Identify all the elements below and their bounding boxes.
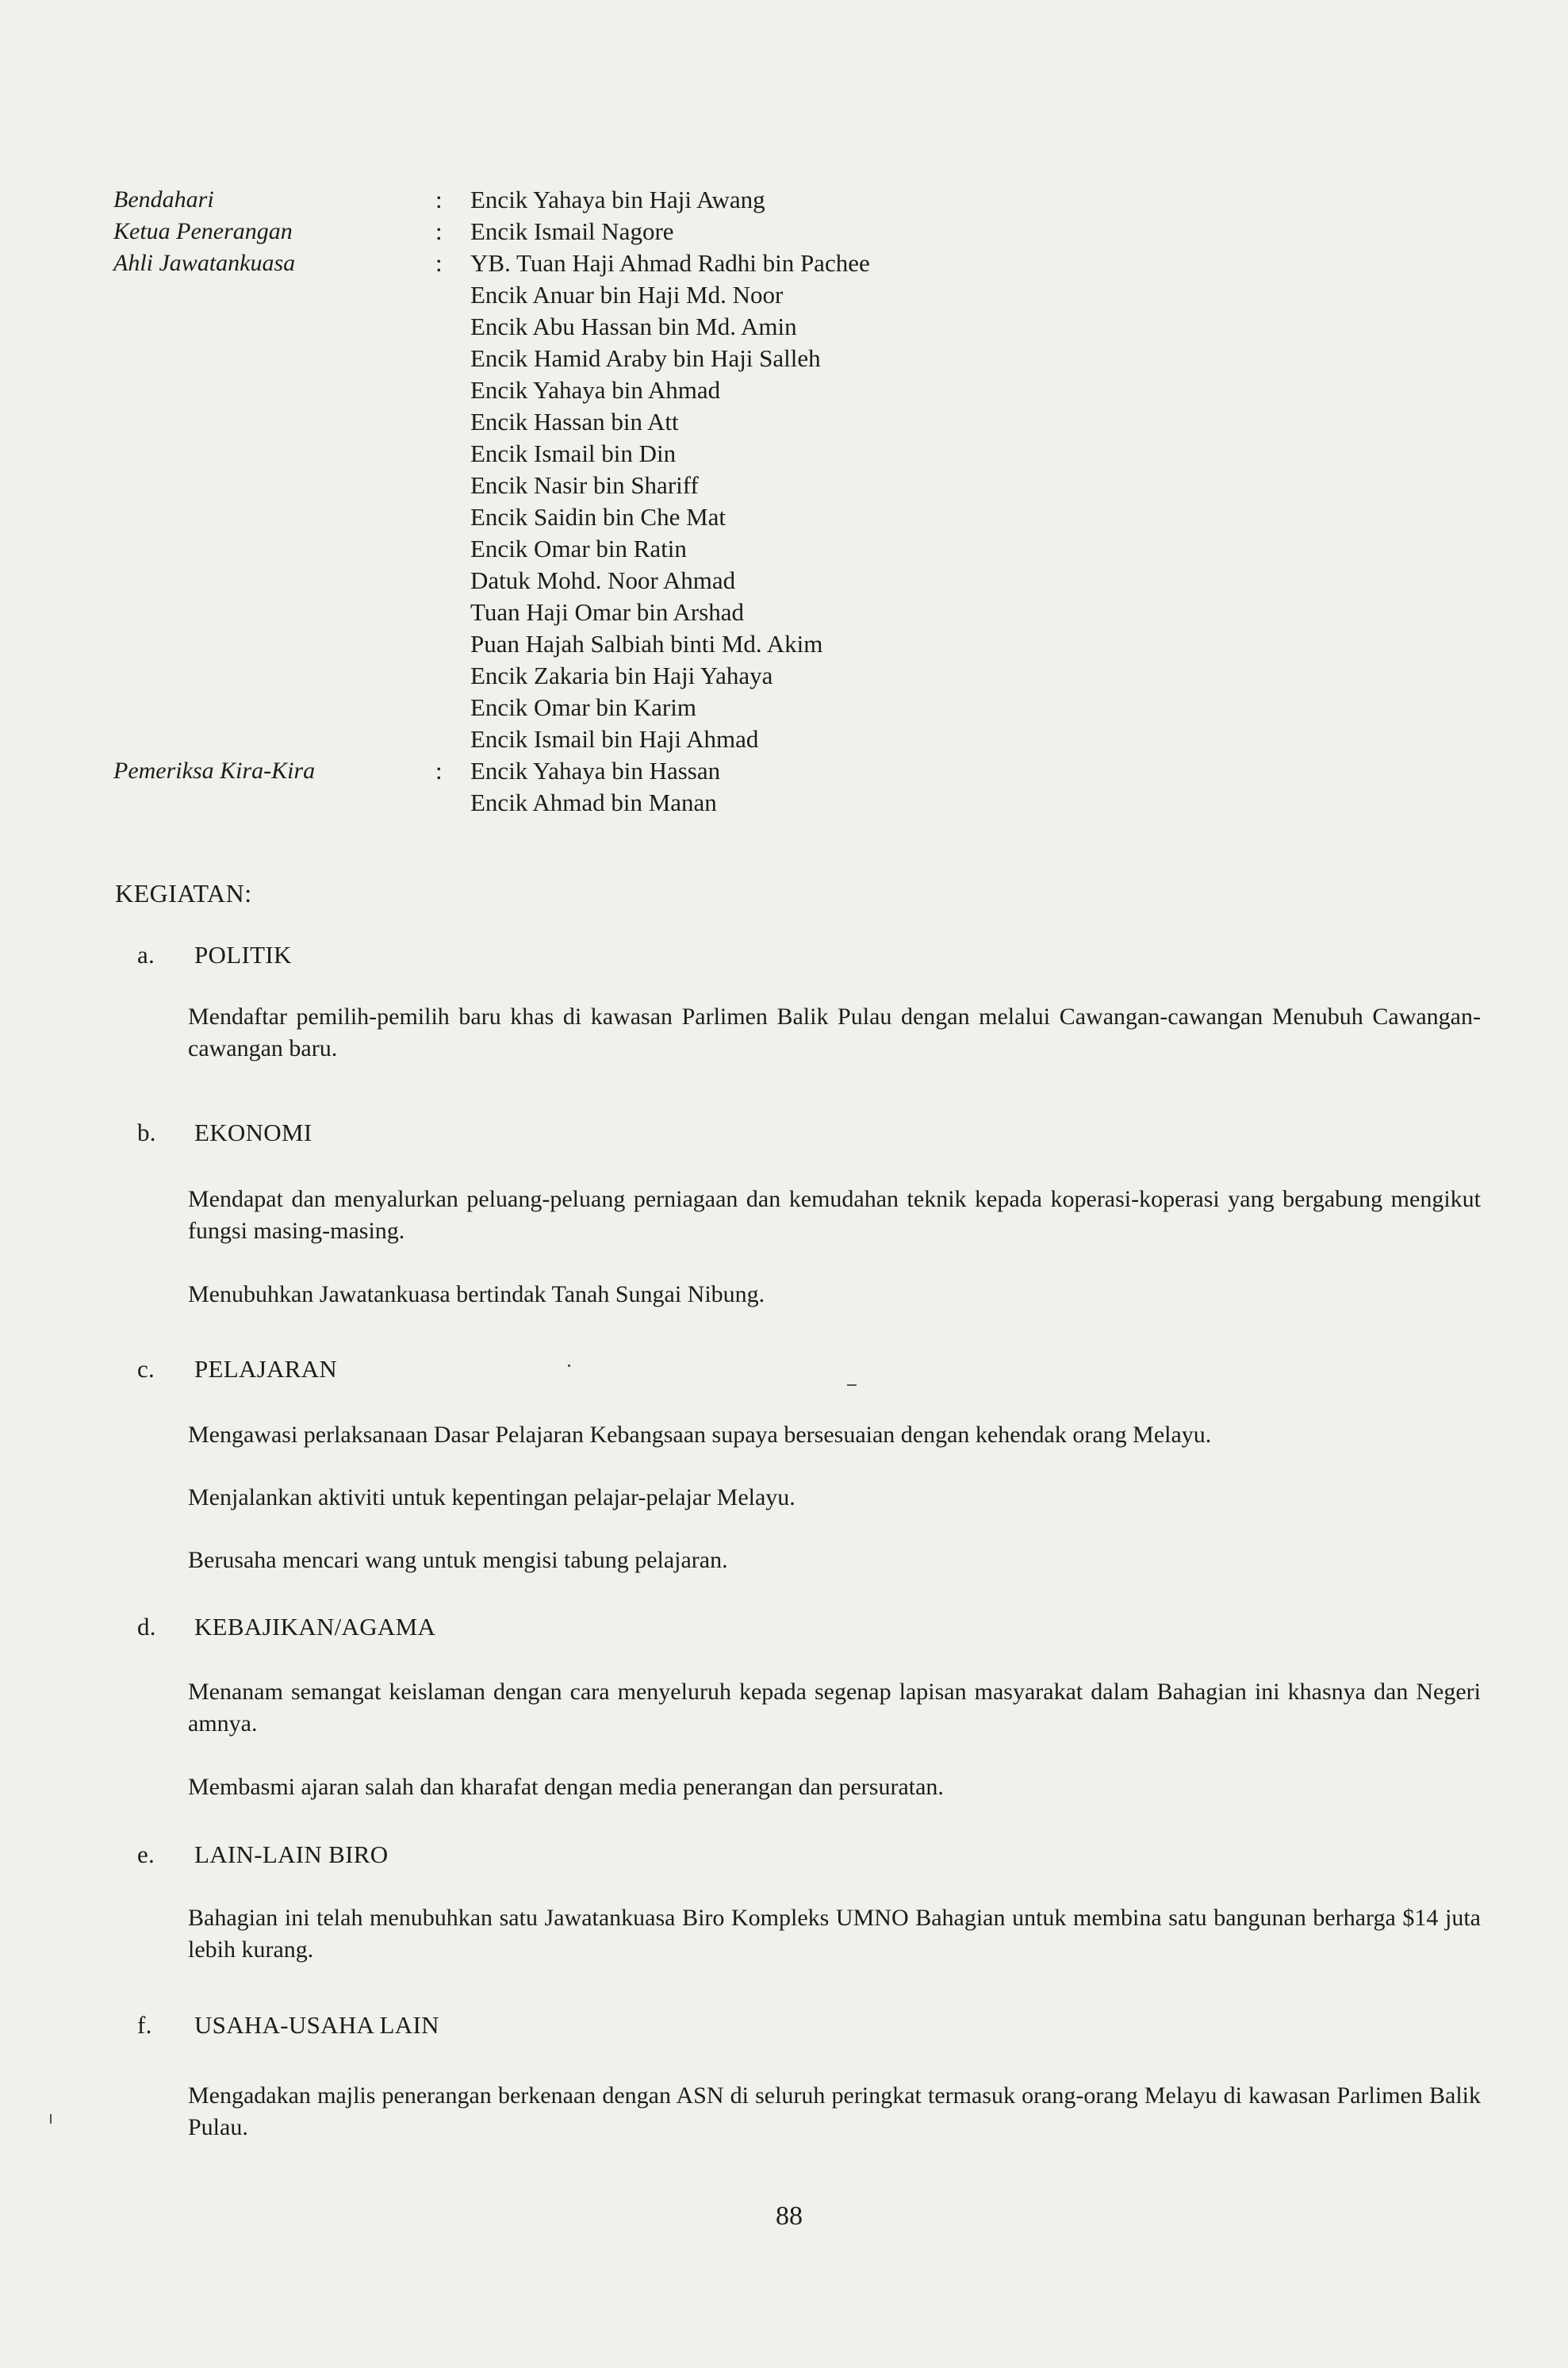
colon: : (435, 186, 443, 213)
committee-name: Datuk Mohd. Noor Ahmad (470, 566, 736, 594)
section-letter: b. (137, 1119, 156, 1146)
committee-name: Encik Omar bin Ratin (470, 535, 687, 562)
paragraph: Mengadakan majlis penerangan berkenaan dengan ASN di seluruh peringkat termasuk orang-orang Melayu di kawasan Parlimen Balik Pulau. (188, 2082, 1481, 2140)
section-letter: c. (137, 1355, 155, 1383)
committee-row (113, 692, 1303, 723)
committee-row (113, 311, 1303, 343)
committee-name: Encik Nasir bin Shariff (470, 471, 699, 499)
section-title: USAHA-USAHA LAIN (194, 2011, 439, 2039)
paragraph: Mengawasi perlaksanaan Dasar Pelajaran Kebangsaan supaya bersesuaian dengan kehendak orang Melayu. (188, 1422, 1212, 1448)
paragraph: Bahagian ini telah menubuhkan satu Jawatankuasa Biro Kompleks UMNO Bahagian untuk membina satu bangunan berharga $14 juta lebih kurang. (188, 1905, 1481, 1963)
section-title: PELAJARAN (194, 1355, 338, 1383)
paragraph: Berusaha mencari wang untuk mengisi tabung pelajaran. (188, 1547, 728, 1573)
committee-name: Encik Yahaya bin Hassan (470, 757, 721, 785)
section-letter: e. (137, 1840, 155, 1868)
committee-name: Encik Ismail Nagore (470, 217, 674, 245)
paragraph: Membasmi ajaran salah dan kharafat dengan media penerangan dan persuratan. (188, 1774, 944, 1800)
section-title: POLITIK (194, 941, 292, 969)
colon: : (435, 217, 443, 245)
section-title: KEBAJIKAN/AGAMA (194, 1613, 436, 1641)
committee-row (113, 501, 1303, 533)
committee-name: Encik Ismail bin Haji Ahmad (470, 725, 759, 753)
section-title-ekonomi (115, 1119, 312, 1147)
committee-row (113, 723, 1303, 755)
committee-row (113, 597, 1303, 628)
committee-row (113, 755, 1303, 787)
section-title-pelajaran (115, 1355, 337, 1384)
section-title-lain-lain-biro (115, 1840, 388, 1869)
committee-name: Encik Hassan bin Att (470, 408, 679, 436)
committee-row (113, 184, 1303, 216)
committee-row (113, 438, 1303, 470)
committee-role: Ahli Jawatankuasa (113, 250, 296, 276)
committee-role: Bendahari (113, 186, 214, 213)
committee-list (113, 184, 1303, 819)
committee-name: Encik Ismail bin Din (470, 439, 677, 467)
paragraph: Mendapat dan menyalurkan peluang-peluang perniagaan dan kemudahan teknik kepada koperasi-koperasi yang bergabung mengikut fungsi masing-masing. (188, 1186, 1481, 1244)
committee-row (113, 343, 1303, 374)
page-number: 88 (776, 2201, 803, 2231)
scan-speck (847, 1384, 857, 1386)
section-letter: f. (137, 2011, 152, 2039)
committee-name: Puan Hajah Salbiah binti Md. Akim (470, 630, 823, 658)
committee-name: Encik Hamid Araby bin Haji Salleh (470, 344, 821, 372)
scan-speck (50, 2114, 52, 2124)
committee-name: Encik Yahaya bin Ahmad (470, 376, 721, 404)
colon: : (435, 757, 443, 785)
scan-speck (568, 1364, 570, 1367)
committee-row (113, 216, 1303, 248)
paragraph: Menanam semangat keislaman dengan cara menyeluruh kepada segenap lapisan masyarakat dalam Bahagian ini khasnya dan Negeri amnya. (188, 1679, 1481, 1737)
section-title-politik (115, 941, 292, 969)
committee-name: Encik Omar bin Karim (470, 693, 696, 721)
committee-name: Encik Ahmad bin Manan (470, 789, 717, 816)
committee-row (113, 279, 1303, 311)
paragraph: Mendaftar pemilih-pemilih baru khas di kawasan Parlimen Balik Pulau dengan melalui Cawangan-cawangan Menubuh Cawangan-cawangan baru. (188, 1004, 1481, 1061)
section-title-kebajikan-agama (115, 1613, 435, 1641)
paragraph: Menjalankan aktiviti untuk kepentingan pelajar-pelajar Melayu. (188, 1484, 796, 1510)
section-title-usaha-usaha-lain (115, 2011, 439, 2040)
committee-row (113, 533, 1303, 565)
committee-name: Encik Zakaria bin Haji Yahaya (470, 662, 773, 689)
section-letter: d. (137, 1613, 156, 1641)
committee-name: YB. Tuan Haji Ahmad Radhi bin Pachee (470, 249, 870, 277)
committee-row (113, 470, 1303, 501)
committee-row (113, 660, 1303, 692)
committee-role: Ketua Penerangan (113, 218, 293, 244)
paragraph: Menubuhkan Jawatankuasa bertindak Tanah Sungai Nibung. (188, 1281, 765, 1307)
section-title: EKONOMI (194, 1119, 312, 1146)
committee-name: Encik Abu Hassan bin Md. Amin (470, 313, 797, 340)
committee-name: Encik Yahaya bin Haji Awang (470, 186, 765, 213)
committee-name: Encik Anuar bin Haji Md. Noor (470, 281, 784, 309)
section-title: LAIN-LAIN BIRO (194, 1840, 389, 1868)
section-letter: a. (137, 941, 155, 969)
committee-row (113, 406, 1303, 438)
section-heading: KEGIATAN: (115, 879, 252, 908)
committee-row (113, 374, 1303, 406)
committee-row (113, 248, 1303, 279)
committee-row (113, 628, 1303, 660)
colon: : (435, 249, 443, 277)
committee-name: Encik Saidin bin Che Mat (470, 503, 726, 531)
committee-row (113, 787, 1303, 819)
committee-name: Tuan Haji Omar bin Arshad (470, 598, 744, 626)
committee-role: Pemeriksa Kira-Kira (113, 758, 316, 784)
committee-row (113, 565, 1303, 597)
